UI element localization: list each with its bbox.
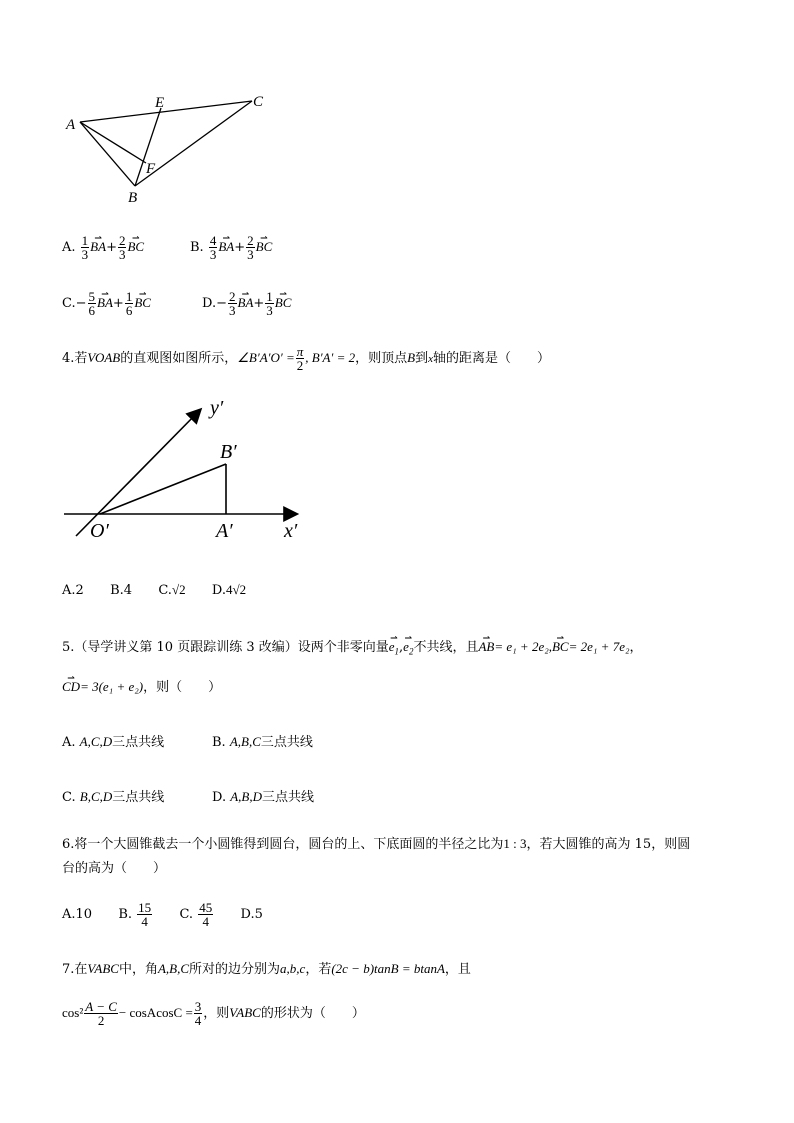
q5-option-a[interactable]: A. A,C,D三点共线 [62,734,165,750]
q3-option-d[interactable]: D.− $\frac{2}{3}$ ⇀ BA+ $\frac{1}{3}$ ⇀ BC [202,290,291,317]
q6-option-d[interactable]: D.5 [240,907,263,922]
q6-option-b[interactable]: B. $\frac{15}{4}$ [118,900,152,929]
q4-option-a[interactable]: A.2 [62,583,84,598]
label-b-prime: B′ [220,441,237,463]
q4-options [62,582,246,599]
q3-option-b[interactable]: B. $\frac{4}{3}$ ⇀ BA+ $\frac{2}{3}$ ⇀ BC [190,234,272,261]
label-C: C [253,94,264,110]
label-o-prime: O′ [90,520,109,542]
q4-stem: 4.若VOAB的直观图如图所示，∠B′A′O′ = $\frac{\pi}{2}$ , B′A′ = 2，则顶点B到x轴的距离是（ ） [62,344,550,373]
q5-option-b[interactable]: B. A,B,C三点共线 [212,734,313,750]
q5-option-c[interactable]: C. B,C,D三点共线 [62,789,165,805]
label-F: F [146,161,156,177]
q5-stem-line1: 5.（导学讲义第 10 页跟踪训练 3 改编）设两个非零向量⇀ $e_1,⇀$ $e_2$不共线，且⇀ AB= e₁ + 2e₂,⇀ BC= 2e₁ + 7e₂， [62,639,643,660]
label-y-prime: y′ [210,397,224,419]
q6-option-c[interactable]: C. $\frac{45}{4}$ [179,900,213,929]
triangle-figure-1 [60,88,280,210]
q7-stem-line1: 7.在VABC中，角A,B,C所对的边分别为a,b,c，若(2c − b)tanB = btanA，且 [62,961,471,977]
q3-option-a[interactable]: A. $\frac{1}{3}$ ⇀ BA+ $\frac{2}{3}$ ⇀ BC [62,234,144,261]
q5-option-d[interactable]: D. A,B,D三点共线 [212,789,315,805]
oblique-axes-figure [60,392,320,552]
label-B: B [128,190,138,206]
q4-option-b[interactable]: B.4 [110,583,133,598]
q5-stem-line2: ⇀ CD= 3(e₁ + e₂)，则（ ） [62,679,221,696]
q6-stem-line1: 6.将一个大圆锥截去一个小圆锥得到圆台，圆台的上、下底面圆的半径之比为1 : 3，若大圆锥的高为 15，则圆 [62,836,691,852]
q6-option-a[interactable]: A.10 [62,907,93,922]
label-A: A [66,117,76,133]
q4-option-d[interactable]: D.4√2 [211,582,247,598]
q7-stem-line2: cos² $\frac{A - C}{2}$ − cosAcosC = $\frac{3}{4}$ ，则VABC的形状为（ ） [62,999,365,1028]
label-x-prime: x′ [284,520,298,542]
q4-option-c[interactable]: C.√2 [158,582,186,598]
label-a-prime: A′ [216,520,233,542]
q3-option-c[interactable]: C.− $\frac{5}{6}$ ⇀ BA+ $\frac{1}{6}$ ⇀ BC [62,290,151,317]
q6-stem-line2: 台的高为（ ） [62,861,167,876]
label-E: E [155,95,165,111]
q6-options [62,898,263,932]
